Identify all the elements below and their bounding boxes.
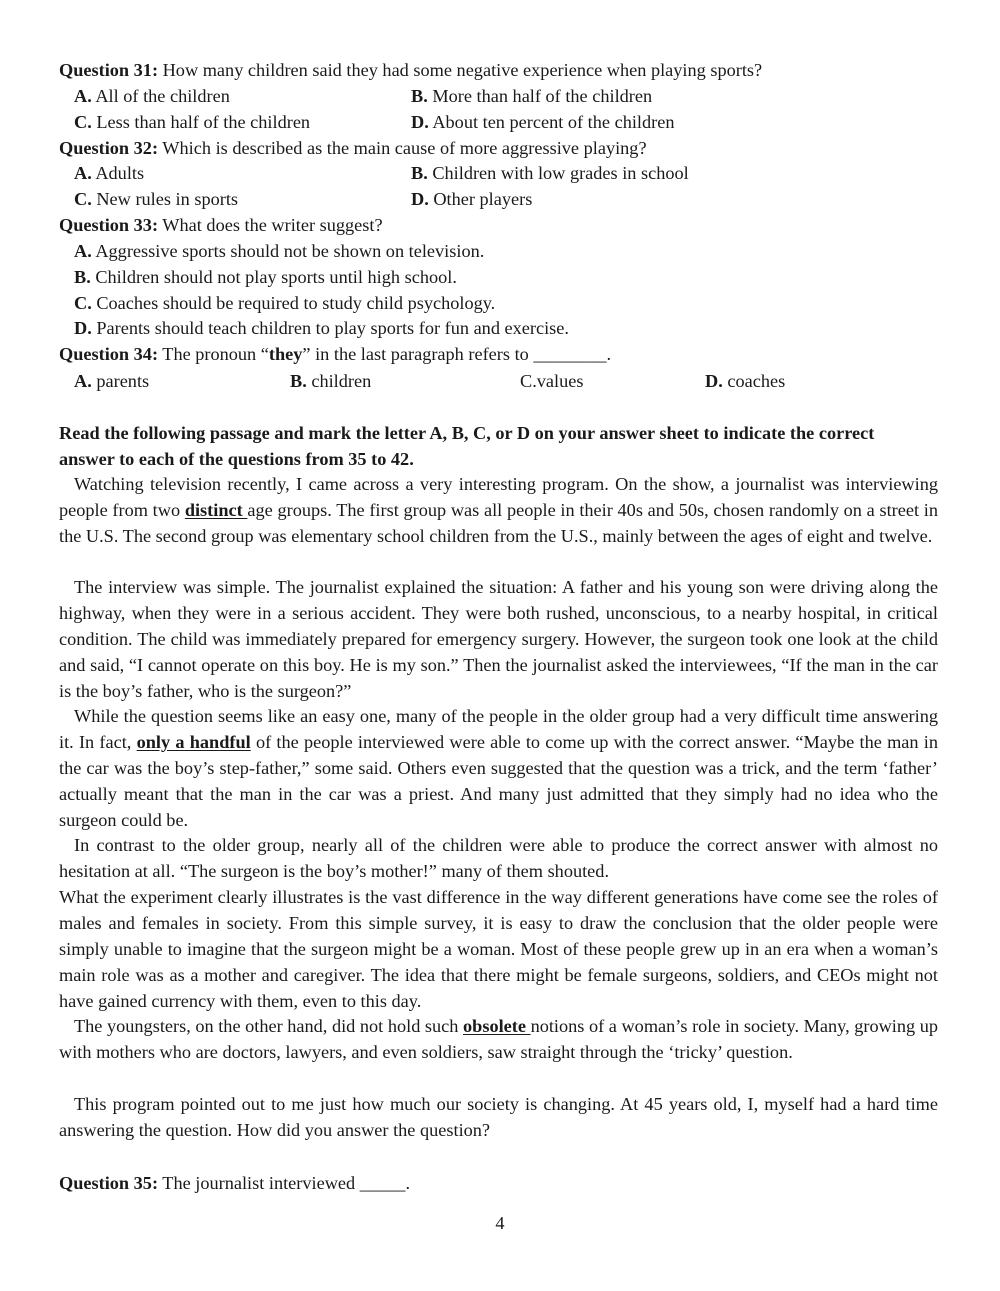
question-text: The journalist interviewed _____. (158, 1173, 411, 1193)
keyword-distinct: distinct (184, 499, 248, 520)
option-c: C.values (520, 371, 584, 391)
option-c: C. Coaches should be required to study child psychology. (74, 293, 496, 313)
option-b: B. children (290, 371, 372, 391)
option-a: A. Adults (74, 163, 145, 183)
passage-paragraph-5: What the experiment clearly illustrates is the vast difference in the way different generations have come see the roles of males and females in society. From this simple survey, it is easy to draw the conclusion that the older people were simply unable to imagine that the surgeon might be a woman. Most of these people grew up in an era when a woman’s main role was as a mother and caregiver. The idea that there might be female surgeons, soldiers, and CEOs might not have gained currency with them, even to this day. (59, 887, 938, 1011)
passage-paragraph-7: This program pointed out to me just how much our society is changing. At 45 years old, I, myself had a hard time answering the question. How did you answer the question? (59, 1094, 938, 1140)
question-label: Question 35: (59, 1173, 159, 1193)
option-b: B. More than half of the children (411, 86, 653, 106)
keyword-they: they (268, 344, 303, 364)
question-34: Question 34: The pronoun “they” in the last paragraph refers to ________. (59, 344, 612, 364)
question-35 (59, 1172, 410, 1194)
option-d: D. coaches (705, 371, 786, 391)
keyword-only-a-handful: only a handful (136, 731, 251, 752)
question-label: Question 31: (59, 60, 159, 80)
option-d: D. About ten percent of the children (411, 112, 675, 132)
instruction-line-1: Read the following passage and mark the letter A, B, C, or D on your answer sheet to indicate the correct (59, 423, 875, 443)
option-b: B. Children should not play sports until high school. (74, 267, 457, 287)
option-a: A. parents (74, 371, 150, 391)
option-a: A. Aggressive sports should not be shown on television. (74, 241, 485, 261)
question-32 (59, 137, 647, 159)
option-c: C. Less than half of the children (74, 112, 311, 132)
option-b: B. Children with low grades in school (411, 163, 689, 183)
passage-paragraph-1: Watching television recently, I came across a very interesting program. On the show, a journalist was interviewing people from two distinct age groups. The first group was all people in their 40s and 50s, chosen randomly on a street in the U.S. The second group was elementary school children from the U.S., mainly between the ages of eight and twelve. (59, 474, 938, 546)
question-text: How many children said they had some negative experience when playing sports? (158, 60, 763, 80)
page-number: 4 (495, 1213, 505, 1233)
question-text: Which is described as the main cause of more aggressive playing? (158, 138, 647, 158)
question-label: Question 33: (59, 215, 159, 235)
question-label: Question 34: (59, 344, 159, 364)
option-d: D. Other players (411, 189, 533, 209)
passage-paragraph-3: While the question seems like an easy one, many of the people in the older group had a very difficult time answering it. In fact, only a handful of the people interviewed were able to come up with the correct answer. “Maybe the man in the car was the boy’s step-father,” some said. Others even suggested that the question was a trick, and the term ‘father’ actually meant that the man in the car was a priest. And many just admitted that they simply had no idea who the surgeon could be. (59, 706, 938, 830)
keyword-obsolete: obsolete (463, 1016, 531, 1036)
option-c: C. New rules in sports (74, 189, 239, 209)
option-d: D. Parents should teach children to play sports for fun and exercise. (74, 318, 569, 338)
passage-paragraph-4: In contrast to the older group, nearly all of the children were able to produce the correct answer with almost no hesitation at all. “The surgeon is the boy’s mother!” many of them shouted. (59, 835, 938, 881)
instruction-line-2: answer to each of the questions from 35 to 42. (59, 449, 414, 469)
question-33 (59, 214, 383, 236)
passage-paragraph-2: The interview was simple. The journalist explained the situation: A father and his young son were driving along the highway, when they were in a serious accident. They were both rushed, unconscious, to a nearby hospital, in critical condition. The child was immediately prepared for emergency surgery. However, the surgeon took one look at the child and said, “I cannot operate on this boy. He is my son.” Then the journalist asked the interviewees, “If the man in the car is the boy’s father, who is the surgeon?” (59, 577, 938, 701)
question-text: What does the writer suggest? (158, 215, 383, 235)
question-label: Question 32: (59, 138, 159, 158)
option-a: A. All of the children (74, 86, 230, 106)
passage-paragraph-6: The youngsters, on the other hand, did not hold such obsolete notions of a woman’s role in society. Many, growing up with mothers who are doctors, lawyers, and even soldiers, saw straight through the ‘tricky’ question. (59, 1016, 939, 1062)
question-31 (59, 59, 762, 81)
